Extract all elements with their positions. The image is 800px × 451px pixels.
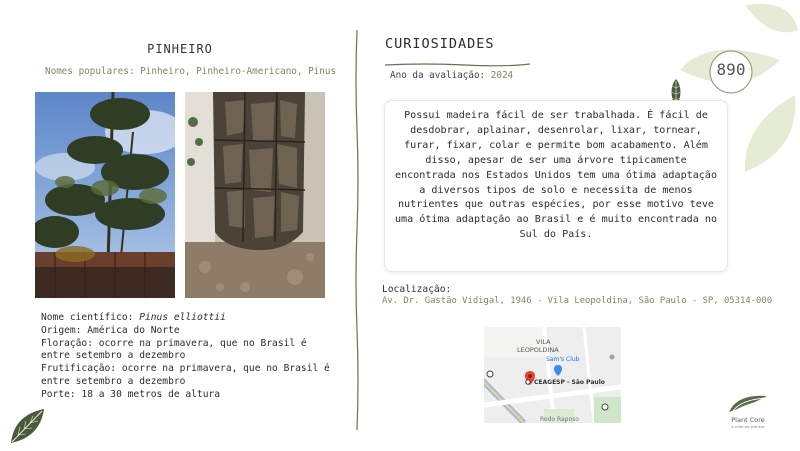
scientific-name-value: Pinus elliottii bbox=[139, 312, 226, 323]
curiosities-title: CURIOSIDADES bbox=[385, 36, 495, 52]
evaluation-score: 890 bbox=[716, 60, 746, 79]
location-label: Localização: bbox=[382, 284, 452, 295]
description-card bbox=[384, 100, 728, 272]
fruiting-line-1: Frutificação: ocorre na primavera, que no Brasil é bbox=[41, 363, 330, 375]
species-specs bbox=[41, 312, 341, 402]
map-road-label: Rodo Raposo bbox=[540, 416, 579, 423]
column-divider bbox=[354, 30, 360, 430]
scientific-name-line bbox=[41, 312, 341, 325]
location-map[interactable] bbox=[484, 327, 621, 423]
tree-trunk-photo bbox=[185, 92, 325, 298]
map-district-label-1: VILA bbox=[536, 338, 551, 346]
popular-names bbox=[45, 66, 336, 77]
map-district-label-2: LEOPOLDINA bbox=[517, 346, 559, 354]
popular-names-value: Pinheiro, Pinheiro-Americano, Pinus bbox=[140, 66, 337, 77]
curiosities-underline bbox=[385, 53, 530, 59]
map-poi-label: Sam's Club bbox=[546, 356, 580, 363]
map-pin-label: CEAGESP - São Paulo bbox=[534, 379, 605, 386]
scientific-name-label: Nome científico: bbox=[41, 312, 134, 323]
page-title: PINHEIRO bbox=[147, 42, 213, 56]
popular-names-label: Nomes populares: bbox=[45, 66, 135, 77]
location-address: Av. Dr. Gastão Vidigal, 1946 - Vila Leopoldina, São Paulo - SP, 05314-000 bbox=[382, 296, 773, 306]
brand-logo-icon bbox=[727, 392, 769, 414]
brand-tagline: a rede de plantas bbox=[731, 424, 765, 429]
evaluation-year bbox=[390, 70, 513, 81]
origin-line: Origem: América do Norte bbox=[41, 324, 180, 336]
fruiting-line-2: entre setembro a dezembro bbox=[41, 375, 186, 387]
leaf-decoration-icon bbox=[8, 405, 48, 447]
size-line: Porte: 18 a 30 metros de altura bbox=[41, 388, 221, 400]
brand-name: Plant Core bbox=[731, 416, 765, 424]
description-text: Possui madeira fácil de ser trabalhada. É fácil de desdobrar, aplainar, desenrolar, lixar, tornear, furar, fixar, colar e permite bom acabamento. Além disso, apesar de ser uma árvore tipicamente encontrada nos Estados Unidos tem uma ótima adaptação a diversos tipos de solo e necessita de menos nutrientes que outras espécies, por esse motivo teve uma ótima adaptação ao Brasil e é muito encontrada no Sul do País. bbox=[394, 110, 718, 241]
flowering-line-2: entre setembro a dezembro bbox=[41, 350, 186, 362]
flowering-line-1: Floração: ocorre na primavera, que no Brasil é bbox=[41, 337, 307, 349]
evaluation-year-value: 2024 bbox=[490, 70, 514, 81]
evaluation-year-label: Ano da avaliação: bbox=[390, 70, 486, 81]
tree-canopy-photo bbox=[35, 92, 175, 298]
